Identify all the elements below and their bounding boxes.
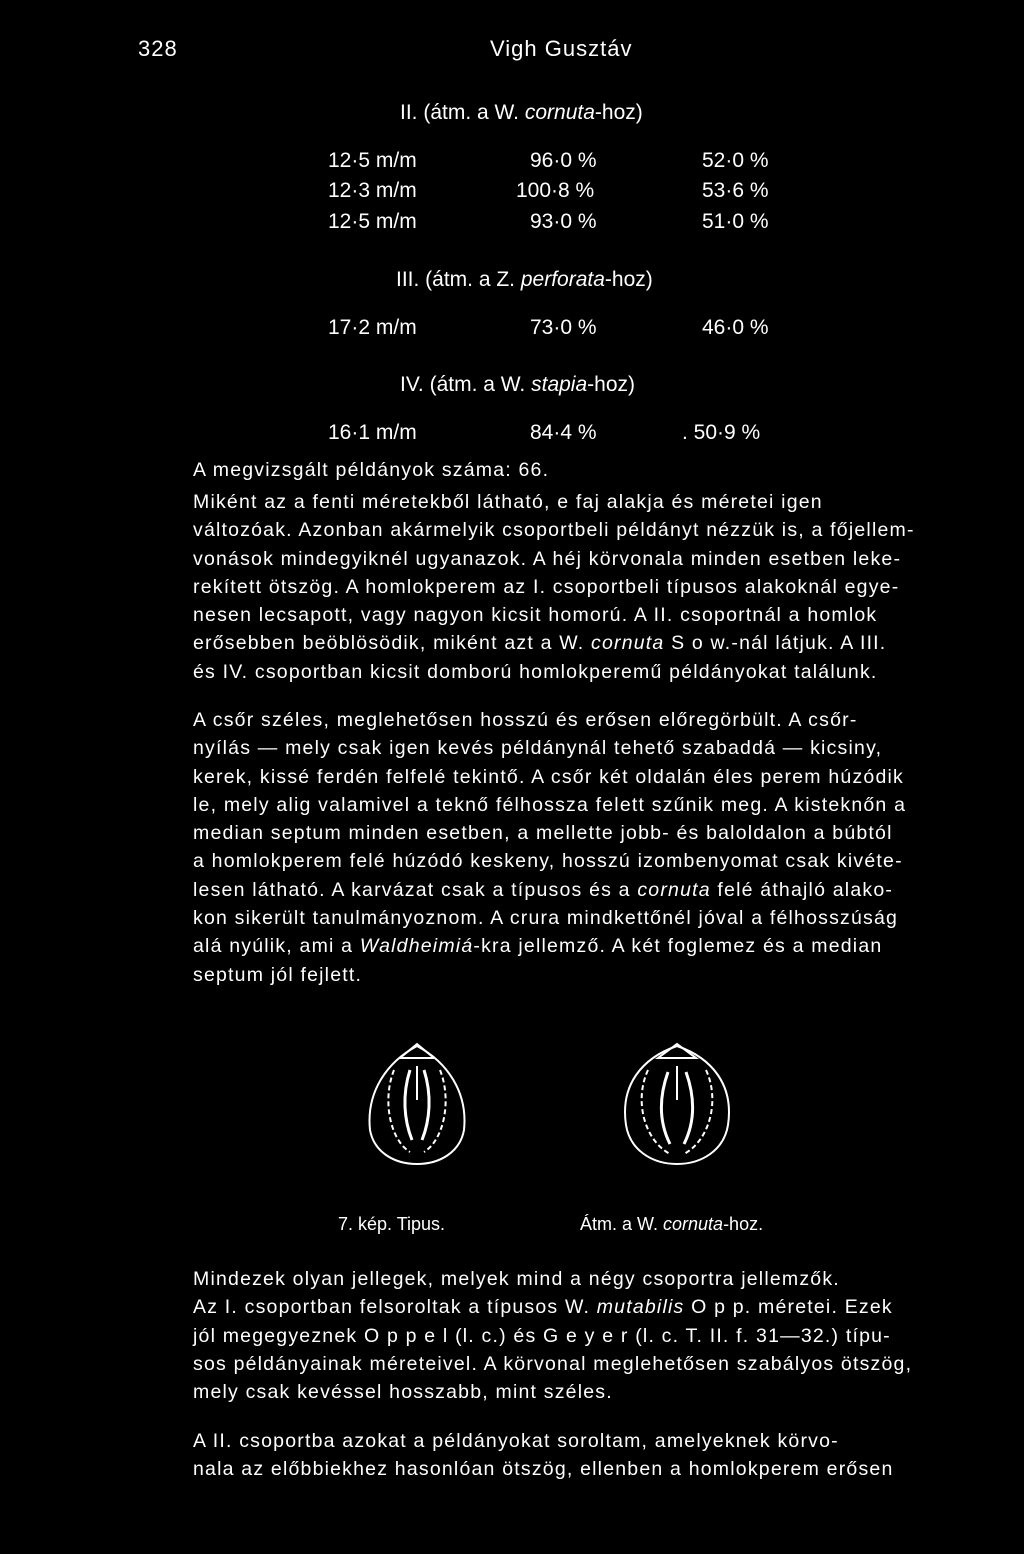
- shell-figure-typus: [352, 1040, 482, 1170]
- table-row-size: 17·2 m/m: [328, 316, 417, 339]
- paragraph-4: A II. csoportba azokat a példányokat soroltam, amelyeknek körvo- nala az előbbiekhez hasonlóan ötszög, ellenben a homlokperem erősen: [193, 1430, 894, 1481]
- table-row-p2: 52·0 %: [702, 149, 769, 172]
- table-row-p2: 53·6 %: [702, 179, 769, 202]
- table-row-p1: 84·4 %: [530, 421, 597, 444]
- table-row-p2: 46·0 %: [702, 316, 769, 339]
- table-row-size: 12·3 m/m: [328, 179, 417, 202]
- paragraph-3: Mindezek olyan jellegek, melyek mind a négy csoportra jellemzők. Az I. csoportban felsoroltak a típusos W. mutabilis O p p. méretei. Ezek jól megegyeznek O p p e l (l. c.) és G e y e r (l. c. T. II. f. 31—32.) típu- sos példányainak méreteivel. A körvonal meglehetősen szabályos ötszög, mely csak kevéssel hosszabb, mint széles.: [193, 1268, 913, 1404]
- paragraph-2: A csőr széles, meglehetősen hosszú és erősen előregörbült. A csőr- nyílás — mely csak igen kevés példánynál tehető szabaddá — kicsiny, kerek, kissé ferdén felfelé tekintő. A csőr két oldalán éles perem húzódik le, mely alig valamivel a teknő félhossza felett szűnik meg. A kisteknőn a median septum minden esetben, a mellette jobb- és baloldalon a búbtól a homlokperem felé húzódó keskeny, hosszú izombenyomat csak kivéte- lesen látható. A karvázat csak a típusos és a cornuta felé áthajló alako- kon sikerült tanulmányoznom. A crura mindkettőnél jóval a félhosszúság alá nyúlik, ami a Waldheimiá-kra jellemző. A két foglemez és a median septum jól fejlett.: [193, 709, 907, 986]
- table-row-p1: 93·0 %: [530, 210, 597, 233]
- table-row-p2: . 50·9 %: [682, 421, 761, 444]
- figure-caption-left: 7. kép. Tipus.: [338, 1214, 446, 1234]
- section-title-ii: II. (átm. a W. cornuta-hoz): [400, 101, 643, 124]
- section-title-iii: III. (átm. a Z. perforata-hoz): [396, 268, 653, 291]
- shell-figure-cornuta: [612, 1040, 742, 1170]
- table-row-size: 12·5 m/m: [328, 149, 417, 172]
- section-title-iv: IV. (átm. a W. stapia-hoz): [400, 373, 636, 396]
- specimen-count: A megvizsgált példányok száma: 66.: [193, 459, 550, 481]
- page-number: 328: [138, 36, 178, 61]
- table-row-size: 16·1 m/m: [328, 421, 417, 444]
- table-row-size: 12·5 m/m: [328, 210, 417, 233]
- paragraph-1: Miként az a fenti méretekből látható, e faj alakja és méretei igen változóak. Azonban akármelyik csoportbeli példányt nézzük is, a főjellem- vonások mindegyiknél ugyanazok. A héj körvonala minden esetben leke- rekített ötszög. A homlokperem az I. csoportbeli típusos alakoknál egye- nesen lecsapott, vagy nagyon kicsit homorú. A II. csoportnál a homlok erősebben beöblösödik, miként azt a W. cornuta S o w.-nál látjuk. A III. és IV. csoportban kicsit domború homlokperemű példányokat találunk.: [193, 491, 915, 683]
- running-head: Vigh Gusztáv: [490, 36, 633, 61]
- figure-caption-right: Átm. a W. cornuta-hoz.: [580, 1214, 764, 1234]
- table-row-p2: 51·0 %: [702, 210, 769, 233]
- table-row-p1: 73·0 %: [530, 316, 597, 339]
- table-row-p1: 100·8 %: [516, 179, 595, 202]
- table-row-p1: 96·0 %: [530, 149, 597, 172]
